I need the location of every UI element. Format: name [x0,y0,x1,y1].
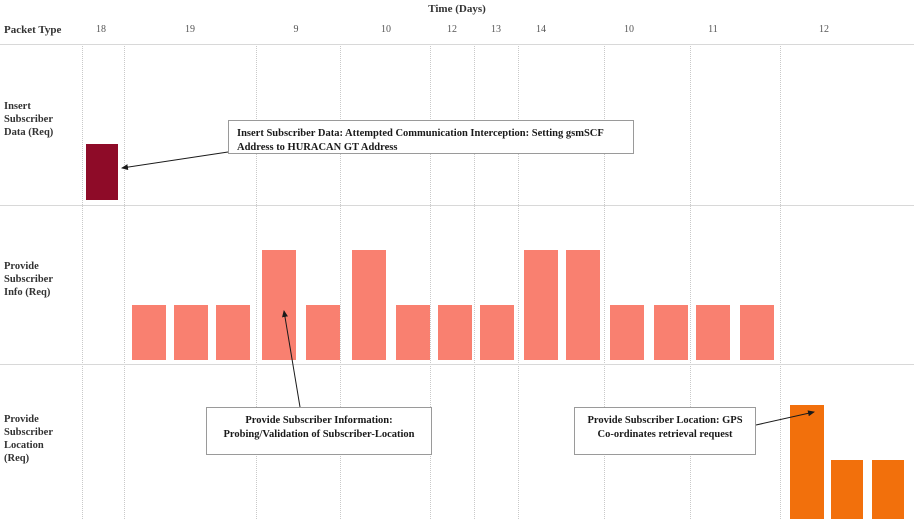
x-tick-label: 12 [447,24,457,35]
bar[interactable] [174,305,208,360]
x-tick-label: 9 [293,24,299,35]
y-axis-title: Packet Type [4,24,62,36]
row-label: Insert Subscriber Data (Req) [4,101,54,138]
vertical-gridline [780,44,782,519]
bar[interactable] [132,305,166,360]
bar[interactable] [86,144,118,200]
row-label: Provide Subscriber Location (Req) [4,414,54,464]
x-tick-label: 11 [708,24,718,35]
row-divider [0,44,914,45]
callout-provide-subscriber-location: Provide Subscriber Location: GPS Co-ordinates retrieval request [574,407,756,455]
bar[interactable] [262,250,296,360]
x-tick-label: 12 [819,24,829,35]
x-tick-label: 18 [96,24,106,35]
bar[interactable] [740,305,774,360]
vertical-gridline [518,44,520,519]
x-axis-title: Time (Days) [428,3,486,15]
bar[interactable] [610,305,644,360]
bar[interactable] [216,305,250,360]
row-divider [0,205,914,206]
bar[interactable] [696,305,730,360]
row-divider [0,364,914,365]
x-tick-label: 10 [624,24,634,35]
vertical-gridline [124,44,126,519]
bar[interactable] [480,305,514,360]
bar[interactable] [790,405,824,519]
bar[interactable] [872,460,904,519]
bar[interactable] [438,305,472,360]
bar[interactable] [654,305,688,360]
bar[interactable] [352,250,386,360]
x-tick-label: 14 [536,24,546,35]
bar[interactable] [524,250,558,360]
bar[interactable] [831,460,863,519]
bar[interactable] [566,250,600,360]
vertical-gridline [474,44,476,519]
bar[interactable] [396,305,430,360]
vertical-gridline [82,44,84,519]
callout-insert-subscriber-data: Insert Subscriber Data: Attempted Communication Interception: Setting gsmSCF Address to HURACAN GT Address [228,120,634,154]
callout-provide-subscriber-information: Provide Subscriber Information: Probing/Validation of Subscriber-Location [206,407,432,455]
row-label: Provide Subscriber Info (Req) [4,261,54,298]
x-tick-label: 13 [491,24,501,35]
x-tick-label: 10 [381,24,391,35]
bar[interactable] [306,305,340,360]
x-tick-label: 19 [185,24,195,35]
